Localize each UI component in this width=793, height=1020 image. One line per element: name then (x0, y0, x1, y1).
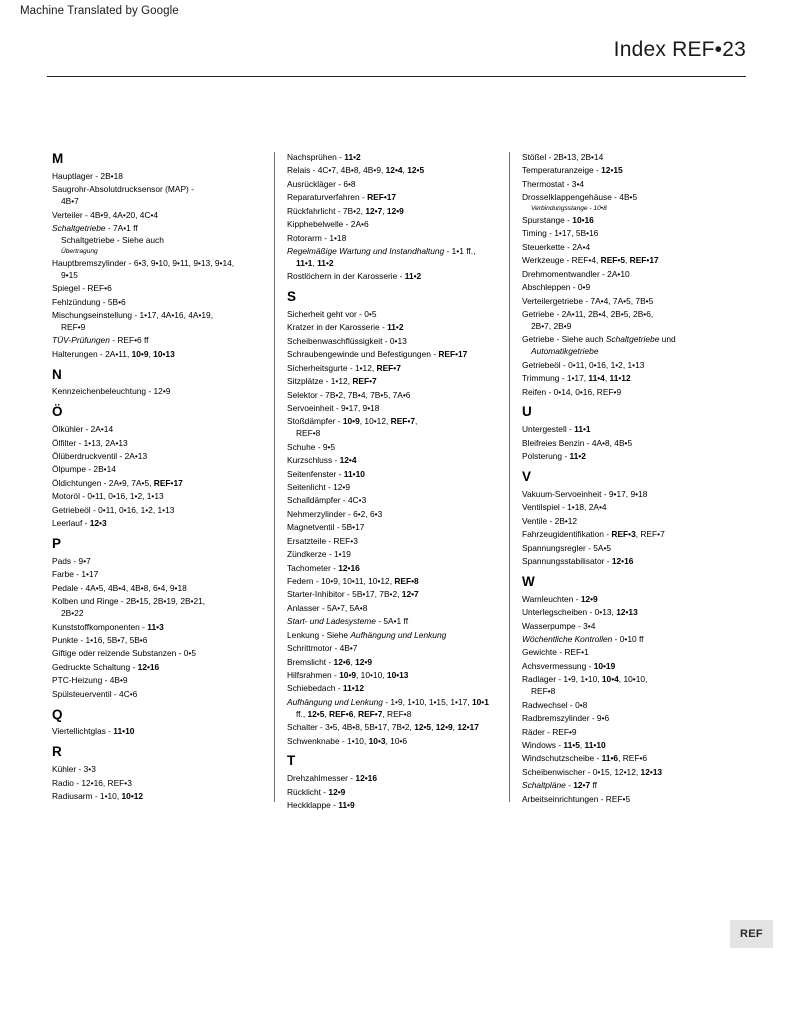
index-entry: Giftige oder reizende Substanzen - 0•5 (52, 648, 196, 659)
index-entry: Drehmomentwandler - 2A•10 (522, 268, 630, 279)
index-entry: Unterlegscheiben - 0•13, 12•13 (522, 607, 638, 618)
index-entry: Schiebedach - 11•12 (287, 683, 364, 694)
index-entry: Saugrohr-Absolutdrucksensor (MAP) - 4B•7 (52, 184, 194, 207)
index-entry: Getriebeöl - 0•11, 0•16, 1•2, 1•13 (522, 359, 645, 370)
index-entry: Ausrückläger - 6•8 (287, 178, 356, 189)
index-entry: Farbe - 1•17 (52, 569, 99, 580)
index-letter-heading: M (52, 151, 64, 166)
index-entry: Rotorarm - 1•18 (287, 232, 347, 243)
index-entry: Radwechsel - 0•8 (522, 699, 588, 710)
index-entry: Öldichtungen - 2A•9, 7A•5, REF•17 (52, 477, 183, 488)
index-entry: Schalter - 3•5, 4B•8, 5B•17, 7B•2, 12•5, 12•9, 12•17 (287, 722, 479, 733)
index-entry: Stoßdämpfer - 10•9, 10•12, REF•7, REF•8 (287, 416, 418, 439)
index-entry: Temperaturanzeige - 12•15 (522, 165, 623, 176)
index-entry: Spannungsstabilisator - 12•16 (522, 556, 634, 567)
index-entry: Scheibenwischer - 0•15, 12•12, 12•13 (522, 766, 663, 777)
index-entry: Spiegel - REF•6 (52, 283, 112, 294)
index-letter-heading: P (52, 536, 62, 552)
index-entry: Untergestell - 11•1 (522, 424, 591, 435)
index-entry: Kratzer in der Karosserie - 11•2 (287, 322, 404, 333)
index-entry: Hilfsrahmen - 10•9, 10•10, 10•13 (287, 669, 409, 680)
index-entry: Trimmung - 1•17, 11•4, 11•12 (522, 373, 631, 384)
index-entry: Schwenknabe - 1•10, 10•3, 10•6 (287, 735, 408, 746)
index-entry: Kennzeichenbeleuchtung - 12•9 (52, 386, 171, 397)
index-letter-heading: Ö (52, 404, 63, 420)
index-letter-heading: U (522, 404, 532, 420)
index-entry: Abschleppen - 0•9 (522, 282, 591, 293)
index-entry: Magnetventil - 5B•17 (287, 522, 365, 533)
index-entry: Arbeitseinrichtungen - REF•5 (522, 793, 631, 804)
index-entry: Schalldämpfer - 4C•3 (287, 495, 367, 506)
index-entry: Ölüberdruckventil - 2A•13 (52, 451, 148, 462)
index-entry: Radiusarm - 1•10, 10•12 (52, 791, 144, 802)
index-column-1 (52, 152, 274, 814)
index-entry: Ersatzteile - REF•3 (287, 535, 358, 546)
index-entry: Reparaturverfahren - REF•17 (287, 192, 397, 203)
index-entry: Tachometer - 12•16 (287, 562, 360, 573)
index-entry: Servoeinheit - 9•17, 9•18 (287, 403, 380, 414)
index-entry: Regelmäßige Wartung und Instandhaltung - 1•1 ff., 11•1, 11•2 (287, 245, 476, 268)
index-entry: Sicherheitsgurte - 1•12, REF•7 (287, 362, 401, 373)
index-entry: Selektor - 7B•2, 7B•4, 7B•5, 7A•6 (287, 389, 411, 400)
index-entry: Vakuum-Servoeinheit - 9•17, 9•18 (522, 488, 648, 499)
index-entry: Relais - 4C•7, 4B•8, 4B•9, 12•4, 12•5 (287, 165, 425, 176)
header-divider (47, 76, 746, 77)
index-entry: Timing - 1•17, 5B•16 (522, 228, 599, 239)
index-entry: Rücklicht - 12•9 (287, 786, 346, 797)
index-entry: Polsterung - 11•2 (522, 451, 586, 462)
index-entry: Kunststoffkomponenten - 11•3 (52, 621, 164, 632)
index-entry: Ölpumpe - 2B•14 (52, 464, 116, 475)
index-entry: Werkzeuge - REF•4, REF•5, REF•17 (522, 255, 659, 266)
index-entry: Kurzschluss - 12•4 (287, 455, 357, 466)
index-entry: Verteilergetriebe - 7A•4, 7A•5, 7B•5 (522, 295, 654, 306)
index-entry: Ventile - 2B•12 (522, 515, 578, 526)
translation-banner (0, 0, 793, 22)
index-entry: Thermostat - 3•4 (522, 178, 585, 189)
index-entry: Ölfilter - 1•13, 2A•13 (52, 437, 128, 448)
index-entry: TÜV-Prüfungen - REF•6 ff (52, 335, 149, 346)
index-entry: Pedale - 4A•5, 4B•4, 4B•8, 6•4, 9•18 (52, 582, 187, 593)
index-entry: Zündkerze - 1•19 (287, 549, 351, 560)
index-entry: Drosselklappengehäuse - 4B•5 Verbindungsstange - 10•8 (522, 192, 638, 213)
index-letter-heading: W (522, 573, 535, 589)
index-entry: Starter-Inhibitor - 5B•17, 7B•2, 12•7 (287, 589, 419, 600)
index-entry: Schaltpläne - 12•7 ff (522, 780, 597, 791)
index-entry: Hauptbremszylinder - 6•3, 9•10, 9•11, 9•13, 9•14, 9•15 (52, 257, 235, 280)
index-entry: Gedruckte Schaltung - 12•16 (52, 661, 160, 672)
index-entry: Windows - 11•5, 11•10 (522, 739, 606, 750)
index-entry: Radlager - 1•9, 1•10, 10•4, 10•10, REF•8 (522, 674, 648, 697)
page-title: Index REF•23 (613, 38, 746, 61)
index-letter-heading: V (522, 469, 532, 485)
index-entry: Wasserpumpe - 3•4 (522, 620, 596, 631)
index-entry: Aufhängung und Lenkung - 1•9, 1•10, 1•15, 1•17, 10•1 ff., 12•5, REF•6, REF•7, REF•8 (287, 696, 489, 719)
index-entry: Gewichte - REF•1 (522, 647, 589, 658)
index-entry: Schaltgetriebe - 7A•1 ff Schaltgetriebe - Siehe auch Übertragung (52, 223, 164, 255)
index-entry: Scheibenwaschflüssigkeit - 0•13 (287, 335, 407, 346)
index-entry: Federn - 10•9, 10•11, 10•12, REF•8 (287, 576, 419, 586)
index-entry: Schrittmotor - 4B•7 (287, 643, 358, 654)
index-entry: Kolben und Ringe - 2B•15, 2B•19, 2B•21, 2B•22 (52, 596, 206, 619)
index-entry: Bleifreies Benzin - 4A•8, 4B•5 (522, 437, 633, 448)
index-entry: Spurstange - 10•16 (522, 215, 594, 226)
index-entry: Punkte - 1•16, 5B•7, 5B•6 (52, 634, 148, 645)
index-entry: Verteiler - 4B•9, 4A•20, 4C•4 (52, 209, 159, 220)
index-entry: PTC-Heizung - 4B•9 (52, 675, 128, 686)
index-entry: Seitenfenster - 11•10 (287, 468, 365, 479)
index-entry: Drehzahlmesser - 12•16 (287, 773, 377, 784)
index-column-2 (287, 152, 509, 814)
index-entry: Spannungsregler - 5A•5 (522, 542, 612, 553)
index-entry: Heckklappe - 11•9 (287, 800, 355, 811)
section-tab-ref: REF (730, 920, 773, 948)
index-entry: Start- und Ladesysteme - 5A•1 ff (287, 616, 409, 627)
index-letter-heading: T (287, 753, 296, 769)
index-entry: Schuhe - 9•5 (287, 441, 336, 452)
index-column-3 (522, 152, 744, 814)
index-entry: Getriebe - Siehe auch Schaltgetriebe und Automatikgetriebe (522, 334, 676, 357)
index-letter-heading: R (52, 744, 62, 760)
page-header (47, 38, 746, 77)
index-columns (52, 152, 744, 814)
index-entry: Achsvermessung - 10•19 (522, 660, 616, 671)
index-entry: Schraubengewinde und Befestigungen - REF•17 (287, 349, 468, 360)
index-entry: Radio - 12•16, REF•3 (52, 777, 132, 788)
index-entry: Hauptlager - 2B•18 (52, 170, 123, 181)
index-entry: Stößel - 2B•13, 2B•14 (522, 152, 604, 162)
index-entry: Leerlauf - 12•3 (52, 518, 107, 529)
index-entry: Anlasser - 5A•7, 5A•8 (287, 602, 368, 613)
index-entry: Lenkung - Siehe Aufhängung und Lenkung (287, 629, 447, 640)
index-entry: Bremslicht - 12•6, 12•9 (287, 656, 373, 667)
index-entry: Viertellichtglas - 11•10 (52, 726, 135, 737)
index-entry: Ölkühler - 2A•14 (52, 424, 114, 435)
index-entry: Wöchentliche Kontrollen - 0•10 ff (522, 634, 644, 645)
column-divider-1 (274, 152, 275, 802)
index-letter-heading: Q (52, 706, 63, 722)
index-entry: Fahrzeugidentifikation - REF•3, REF•7 (522, 529, 665, 540)
index-entry: Motoröl - 0•11, 0•16, 1•2, 1•13 (52, 491, 164, 502)
index-entry: Reifen - 0•14, 0•16, REF•9 (522, 386, 622, 397)
index-entry: Pads - 9•7 (52, 555, 91, 566)
index-entry: Spülsteuerventil - 4C•6 (52, 688, 138, 699)
index-entry: Sitzplätze - 1•12, REF•7 (287, 376, 377, 387)
index-entry: Rostlöchern in der Karosserie - 11•2 (287, 271, 422, 282)
index-entry: Mischungseinstellung - 1•17, 4A•16, 4A•19, REF•9 (52, 309, 214, 332)
index-entry: Getriebeöl - 0•11, 0•16, 1•2, 1•13 (52, 504, 175, 515)
index-entry: Rückfahrlicht - 7B•2, 12•7, 12•9 (287, 205, 404, 216)
index-letter-heading: N (52, 366, 62, 382)
index-entry: Kühler - 3•3 (52, 764, 96, 775)
index-letter-heading: S (287, 289, 297, 305)
index-entry: Sicherheit geht vor - 0•5 (287, 309, 377, 320)
column-divider-2 (509, 152, 510, 802)
index-entry: Halterungen - 2A•11, 10•9, 10•13 (52, 348, 175, 359)
index-entry: Kipphebelwelle - 2A•6 (287, 219, 369, 230)
index-entry: Fehlzündung - 5B•6 (52, 296, 126, 307)
index-entry: Ventilspiel - 1•18, 2A•4 (522, 502, 607, 513)
index-entry: Getriebe - 2A•11, 2B•4, 2B•5, 2B•6, 2B•7, 2B•9 (522, 309, 654, 331)
index-entry: Windschutzscheibe - 11•6, REF•6 (522, 753, 648, 764)
index-entry: Nachsprühen - 11•2 (287, 152, 361, 162)
index-entry: Radbremszylinder - 9•6 (522, 713, 610, 724)
index-entry: Nehmerzylinder - 6•2, 6•3 (287, 508, 383, 519)
index-entry: Räder - REF•9 (522, 726, 577, 737)
index-entry: Warnleuchten - 12•9 (522, 593, 598, 604)
index-entry: Seitenlicht - 12•9 (287, 482, 350, 493)
translation-banner-label: Machine Translated by Google (20, 5, 179, 17)
index-entry: Steuerkette - 2A•4 (522, 241, 591, 252)
